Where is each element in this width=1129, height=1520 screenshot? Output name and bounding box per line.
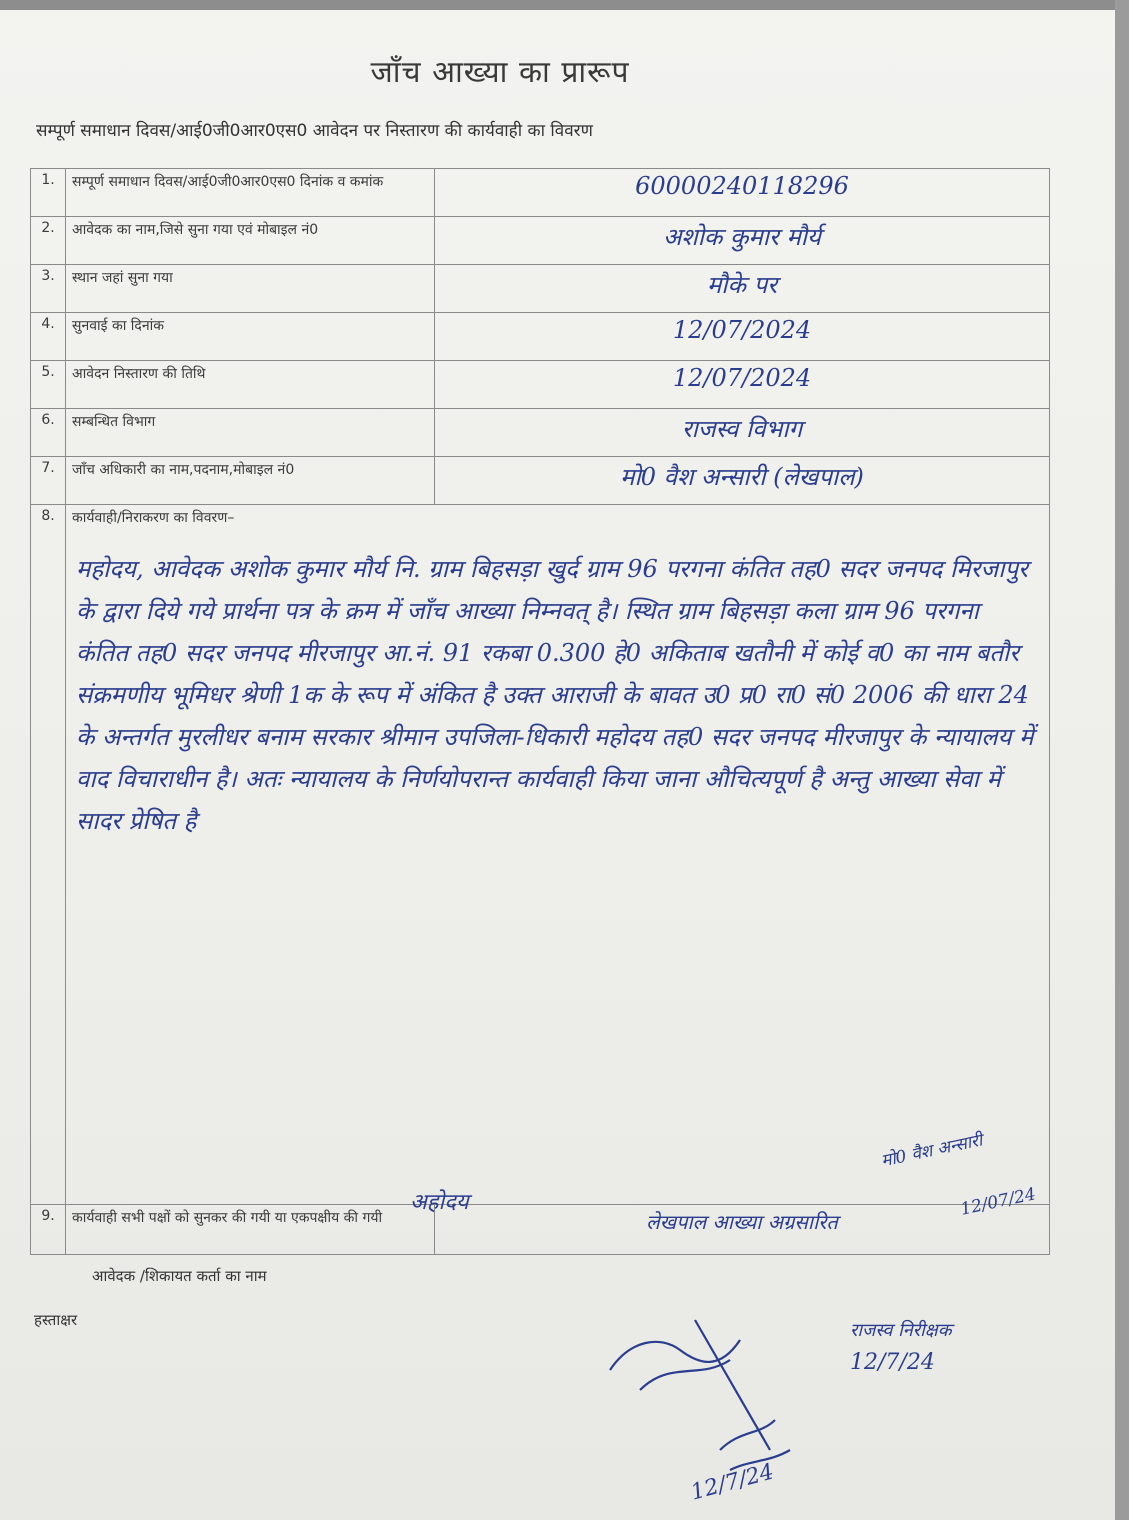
applicant-name-label: आवेदक /शिकायत कर्ता का नाम [92, 1267, 267, 1285]
lekhpal-signature: मो0 वैश अन्सारी [879, 1130, 985, 1172]
row-number: 9. [31, 1205, 66, 1255]
revenue-inspector-signature: राजस्व निरीक्षक [850, 1320, 952, 1341]
row-value: 12/07/2024 [435, 361, 1050, 409]
row-label: कार्यवाही/निराकरण का विवरण– [66, 505, 1050, 1205]
row-label: आवेदन निस्तारण की तिथि [66, 361, 435, 409]
row-value: अशोक कुमार मौर्य [435, 217, 1050, 265]
row-label: सम्पूर्ण समाधान दिवस/आई0जी0आर0एस0 दिनांक व कमांक [66, 169, 435, 217]
row-value: मो0 वैश अन्सारी (लेखपाल) [435, 457, 1050, 505]
applicant-signature [600, 1300, 840, 1490]
row-value: 60000240118296 [435, 169, 1050, 217]
row-label: कार्यवाही सभी पक्षों को सुनकर की गयी या एकपक्षीय की गयी [66, 1205, 435, 1255]
handwritten-inquiry-report: महोदय, आवेदक अशोक कुमार मौर्य नि. ग्राम बिहसड़ा खुर्द ग्राम 96 परगना कंतित तह0 सदर जनपद मिरजापुर के द्वारा दिये गये प्रार्थना पत्र के क्रम में जाँच आख्या निम्नवत् है। स्थित ग्राम बिहसड़ा कला ग्राम 96 परगना कंतित तह0 सदर जनपद मीरजापुर आ.नं. 91 रकबा 0.300 हे0 अकिताब खतौनी में कोई व0 का नाम बतौर संक्रमणीय भूमिधर श्रेणी 1क के रूप में अंकित है उक्त आराजी के बावत उ0 प्र0 रा0 सं0 2006 की धारा 24 के अन्तर्गत मुरलीधर बनाम सरकार श्रीमान उपजिला-धिकारी महोदय तह0 सदर जनपद मीरजापुर के न्यायालय में वाद विचाराधीन है। अतः न्यायालय के निर्णयोपरान्त कार्यवाही किया जाना औचित्यपूर्ण है अन्तु आख्या सेवा में सादर प्रेषित है [76, 555, 1034, 835]
row-number: 5. [31, 361, 66, 409]
handwritten-salutation: अहोदय [410, 1190, 469, 1215]
row-label: आवेदक का नाम,जिसे सुना गया एवं मोबाइल नं0 [66, 217, 435, 265]
form-row-7 [31, 457, 1050, 505]
row-number: 1. [31, 169, 66, 217]
row-label: सुनवाई का दिनांक [66, 313, 435, 361]
form-row-6 [31, 409, 1050, 457]
row-number: 6. [31, 409, 66, 457]
row-number: 7. [31, 457, 66, 505]
scan-edge-top [0, 0, 1129, 10]
lekhpal-signature-date: 12/07/24 [958, 1184, 1038, 1220]
revenue-inspector-date: 12/7/24 [850, 1350, 935, 1375]
row-value: राजस्व विभाग [435, 409, 1050, 457]
scan-edge-right [1115, 0, 1129, 1520]
row-value: मौके पर [435, 265, 1050, 313]
row-label: सम्बन्धित विभाग [66, 409, 435, 457]
row-value: लेखपाल आख्या अग्रसारित [435, 1205, 1050, 1255]
signature-label: हस्ताक्षर [34, 1311, 78, 1329]
row-number: 3. [31, 265, 66, 313]
row-number: 8. [31, 505, 66, 1205]
row-label: जाँच अधिकारी का नाम,पदनाम,मोबाइल नं0 [66, 457, 435, 505]
bottom-signature-date: 12/7/24 [688, 1459, 777, 1506]
row-value: 12/07/2024 [435, 313, 1050, 361]
page-subtitle: सम्पूर्ण समाधान दिवस/आई0जी0आर0एस0 आवेदन पर निस्तारण की कार्यवाही का विवरण [36, 121, 593, 141]
row-label: स्थान जहां सुना गया [66, 265, 435, 313]
form-row-9 [31, 1205, 1050, 1255]
row-number: 2. [31, 217, 66, 265]
form-row-2 [31, 217, 1050, 265]
form-row-3 [31, 265, 1050, 313]
form-row-5 [31, 361, 1050, 409]
row-number: 4. [31, 313, 66, 361]
form-row-1 [31, 169, 1050, 217]
form-row-4 [31, 313, 1050, 361]
page-title: जाँच आख्या का प्रारूप [370, 55, 630, 90]
